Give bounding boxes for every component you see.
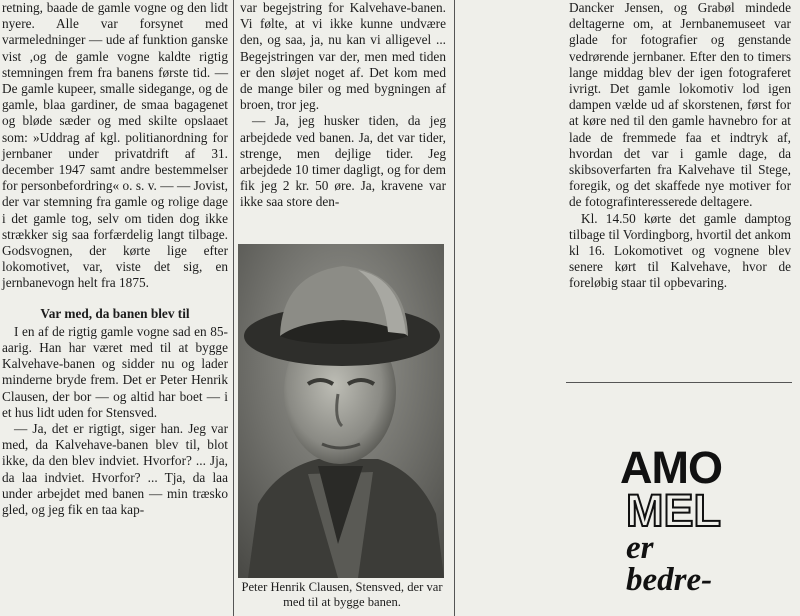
column1-paragraph-3: — Ja, det er rigtigt, siger han. Jeg var med, da Kalvehave-banen blev til, blot ikke, da den blev indviet. Hvorfor? ... Jja, da laa indviet. Hvorfor? ... Tja, da laa under arbejdet med banen — min træsko gled, og jeg fik en taa kap-: [2, 421, 228, 518]
article-end-rule: [566, 382, 792, 383]
column-divider-1: [233, 0, 234, 616]
ad-brand-amo: AMO: [620, 442, 722, 493]
ad-slogan: er bedre-: [626, 530, 713, 598]
article-column-2: [240, 0, 446, 211]
column2-paragraph-1: var begejstring for Kalvehave-banen. Vi følte, at vi ikke kunne undvære den, og saa, ja, nu kan vi alligevel ... Begejstringen var der, men med tiden er den sløjet noget af. Det kom med de mange biler og med bygningen af broen, tror jeg.: [240, 0, 446, 113]
amo-mel-advertisement: [620, 442, 740, 598]
column3-paragraph-2: Kl. 14.50 kørte det gamle damptog tilbage til Vordingborg, hvortil det ankom kl 16. Lokomotivet og vognene blev senere kørt til Kalvehave, hvor de foreløbig staar til opbevaring.: [569, 210, 791, 291]
article-column-3: [569, 0, 791, 292]
ad-brand-mel: MEL: [626, 485, 721, 536]
portrait-illustration: [238, 244, 444, 578]
portrait-photo: [238, 244, 444, 578]
column2-paragraph-2: — Ja, jeg husker tiden, da jeg arbejdede ved banen. Ja, det var tider, strenge, men dejlige tider. Jeg arbejdede 10 timer dagligt, og for dem fik jeg 2 kr. 50 øre. Ja, kravene var ikke saa store den-: [240, 113, 446, 210]
column3-paragraph-1: Dancker Jensen, og Grabøl mindede deltagerne om, at Jernbanemuseet var glade for fotografier og genstande vedrørende jernbaner. Efter den to timers lange middag blev der igen fotograferet ivrigt. Det gamle lokomotiv lod igen dampen vælde ud af skorstenen, først for at køre ned til den gamle havnebro for at lade de fremmede faa et indtryk af, hvordan det var i gamle dage, da skibsoverfarten fra Kalvehave til Stege, foregik, og det skaffede nye motiver for de fotografinteresserede deltagere.: [569, 0, 791, 210]
article-column-1: [2, 0, 228, 518]
photo-caption: Peter Henrik Clausen, Stensved, der var med til at bygge banen.: [241, 580, 443, 609]
subheading: Var med, da banen blev til: [40, 305, 190, 321]
column1-paragraph-1: retning, baade de gamle vogne og den lidt nyere. Alle var forsynet med varmeledninger — ude af funktion ganske vist ,og de gamle vogne kaldte rigtig stemningen frem fra banens første tid. — De gamle kupeer, smalle sidegange, og de gamle, blaa gardiner, de smaa bagagenet og bløde sæder og med skilte opslaaet som: »Uddrag af kgl. politianordning for jernbaner under privatdrift af 31. december 1947 samt andre bestemmelser for personbefordring« o. s. v. — — Jovist, der var stemning fra gamle og rolige dage i det gamle tog, selv om tiden dog ikke strækker sig saa forfærdelig langt tilbage. Godsvognen, der kørte lige efter lokomotivet, var, viste det sig, en jernbanevogn helt fra 1875.: [2, 0, 228, 291]
column1-paragraph-2: I en af de rigtig gamle vogne sad en 85-aarig. Han har været med til at bygge Kalvehave-banen og sidder nu og lader minderne bryde frem. Det er Peter Henrik Clausen, der bor — og altid har boet — i et hus lidt uden for Stensved.: [2, 323, 228, 420]
column-divider-2: [454, 0, 455, 616]
